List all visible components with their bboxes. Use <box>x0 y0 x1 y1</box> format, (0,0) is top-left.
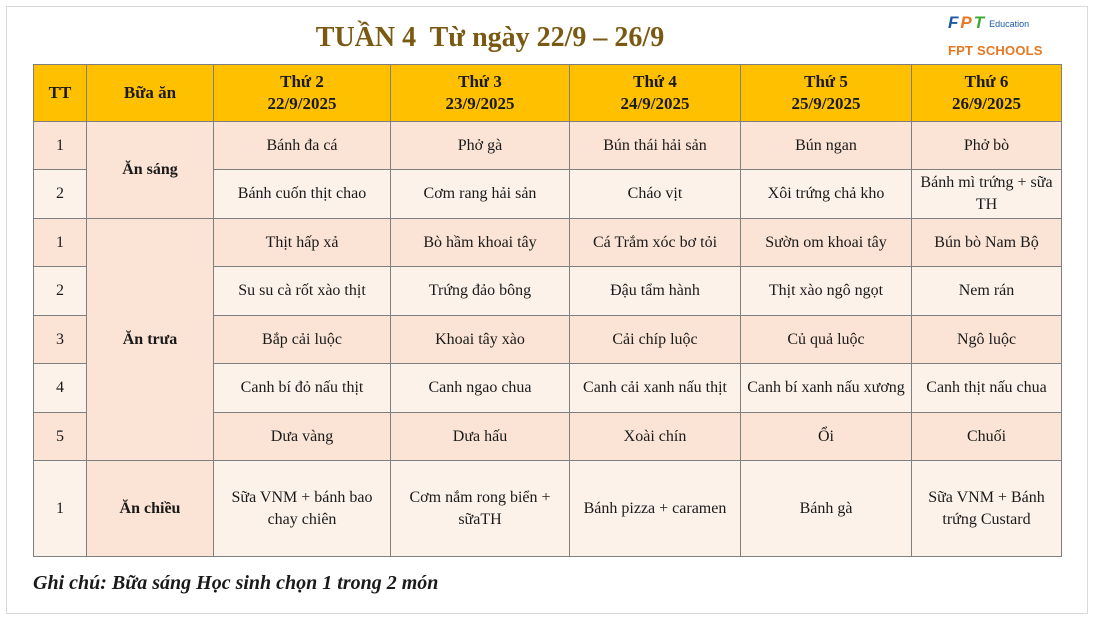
menu-cell: Canh bí đỏ nấu thịt <box>214 364 391 413</box>
row-number: 4 <box>34 364 87 413</box>
header-day-fri <box>912 65 1062 122</box>
menu-cell: Bún thái hải sản <box>570 122 741 170</box>
row-number: 1 <box>34 219 87 267</box>
row-number: 1 <box>34 461 87 557</box>
header-tt: TT <box>34 65 87 122</box>
weekly-menu-table <box>33 64 1062 557</box>
header-day-name: Thứ 5 <box>804 72 848 91</box>
menu-cell: Phở bò <box>912 122 1062 170</box>
footnote: Ghi chú: Bữa sáng Học sinh chọn 1 trong 2 món <box>33 572 439 594</box>
menu-cell <box>391 461 570 557</box>
menu-cell: Dưa vàng <box>214 413 391 461</box>
header-day-name: Thứ 4 <box>633 72 677 91</box>
menu-cell: Bánh pizza + caramen <box>570 461 741 557</box>
row-number: 5 <box>34 413 87 461</box>
logo-letter-t: T <box>973 13 985 32</box>
menu-cell: Dưa hấu <box>391 413 570 461</box>
menu-cell: Củ quả luộc <box>741 316 912 364</box>
menu-cell: Canh cải xanh nấu thịt <box>570 364 741 413</box>
fpt-logo-mark <box>948 14 1029 31</box>
menu-cell: Canh thịt nấu chua <box>912 364 1062 413</box>
menu-cell: Khoai tây xào <box>391 316 570 364</box>
menu-cell: Su su cà rốt xào thịt <box>214 267 391 316</box>
menu-cell: Cơm rang hải sản <box>391 170 570 219</box>
header-day-thu <box>741 65 912 122</box>
header-day-date: 26/9/2025 <box>952 94 1021 113</box>
header-day-name: Thứ 3 <box>458 72 502 91</box>
header-day-date: 25/9/2025 <box>791 94 861 113</box>
menu-cell: Bánh đa cá <box>214 122 391 170</box>
table-row <box>34 122 1062 170</box>
row-number: 3 <box>34 316 87 364</box>
menu-cell: Xoài chín <box>570 413 741 461</box>
menu-cell: Cải chíp luộc <box>570 316 741 364</box>
header-day-wed <box>570 65 741 122</box>
logo-letter-f: F <box>948 13 959 32</box>
meal-label-breakfast: Ăn sáng <box>87 122 214 219</box>
meal-label-afternoon: Ăn chiều <box>87 461 214 557</box>
menu-cell: Canh ngao chua <box>391 364 570 413</box>
menu-cell: Bánh gà <box>741 461 912 557</box>
fpt-schools-logo <box>948 14 1058 62</box>
menu-cell: Chuối <box>912 413 1062 461</box>
logo-education-text: Education <box>989 19 1030 29</box>
header-day-date: 23/9/2025 <box>445 94 515 113</box>
menu-cell-text: Cơm nắm rong biển + sữaTH <box>409 488 551 528</box>
table-row <box>34 219 1062 267</box>
page-title: TUẦN 4 Từ ngày 22/9 – 26/9 <box>315 22 665 53</box>
row-number: 2 <box>34 267 87 316</box>
logo-schools-text: FPT SCHOOLS <box>948 43 1043 58</box>
logo-letter-p: P <box>960 13 972 32</box>
menu-cell: Xôi trứng chả kho <box>741 170 912 219</box>
menu-cell: Trứng đảo bông <box>391 267 570 316</box>
menu-cell: Thịt xào ngô ngọt <box>741 267 912 316</box>
row-number: 1 <box>34 122 87 170</box>
menu-cell: Bắp cải luộc <box>214 316 391 364</box>
menu-cell: Cháo vịt <box>570 170 741 219</box>
menu-cell: Thịt hấp xả <box>214 219 391 267</box>
menu-cell: Bò hầm khoai tây <box>391 219 570 267</box>
menu-cell: Ngô luộc <box>912 316 1062 364</box>
menu-cell: Sữa VNM + bánh bao chay chiên <box>214 461 391 557</box>
header-day-date: 24/9/2025 <box>620 94 690 113</box>
menu-cell: Đậu tẩm hành <box>570 267 741 316</box>
menu-cell: Bún bò Nam Bộ <box>912 219 1062 267</box>
header-row <box>34 65 1062 122</box>
menu-cell: Phở gà <box>391 122 570 170</box>
header-day-name: Thứ 2 <box>280 72 324 91</box>
table-row <box>34 461 1062 557</box>
header-day-name: Thứ 6 <box>964 72 1009 91</box>
menu-cell: Cá Trắm xóc bơ tỏi <box>570 219 741 267</box>
menu-cell: Sườn om khoai tây <box>741 219 912 267</box>
header-day-date: 22/9/2025 <box>267 94 337 113</box>
header-day-mon <box>214 65 391 122</box>
menu-cell: Canh bí xanh nấu xương <box>741 364 912 413</box>
menu-cell: Bún ngan <box>741 122 912 170</box>
row-number: 2 <box>34 170 87 219</box>
menu-cell: Sữa VNM + Bánh trứng Custard <box>912 461 1062 557</box>
menu-cell: Ổi <box>741 413 912 461</box>
menu-cell: Nem rán <box>912 267 1062 316</box>
header-day-tue <box>391 65 570 122</box>
meal-label-lunch: Ăn trưa <box>87 219 214 461</box>
menu-cell: Bánh mì trứng + sữa TH <box>912 170 1062 219</box>
menu-cell: Bánh cuốn thịt chao <box>214 170 391 219</box>
header-meal: Bữa ăn <box>87 65 214 122</box>
